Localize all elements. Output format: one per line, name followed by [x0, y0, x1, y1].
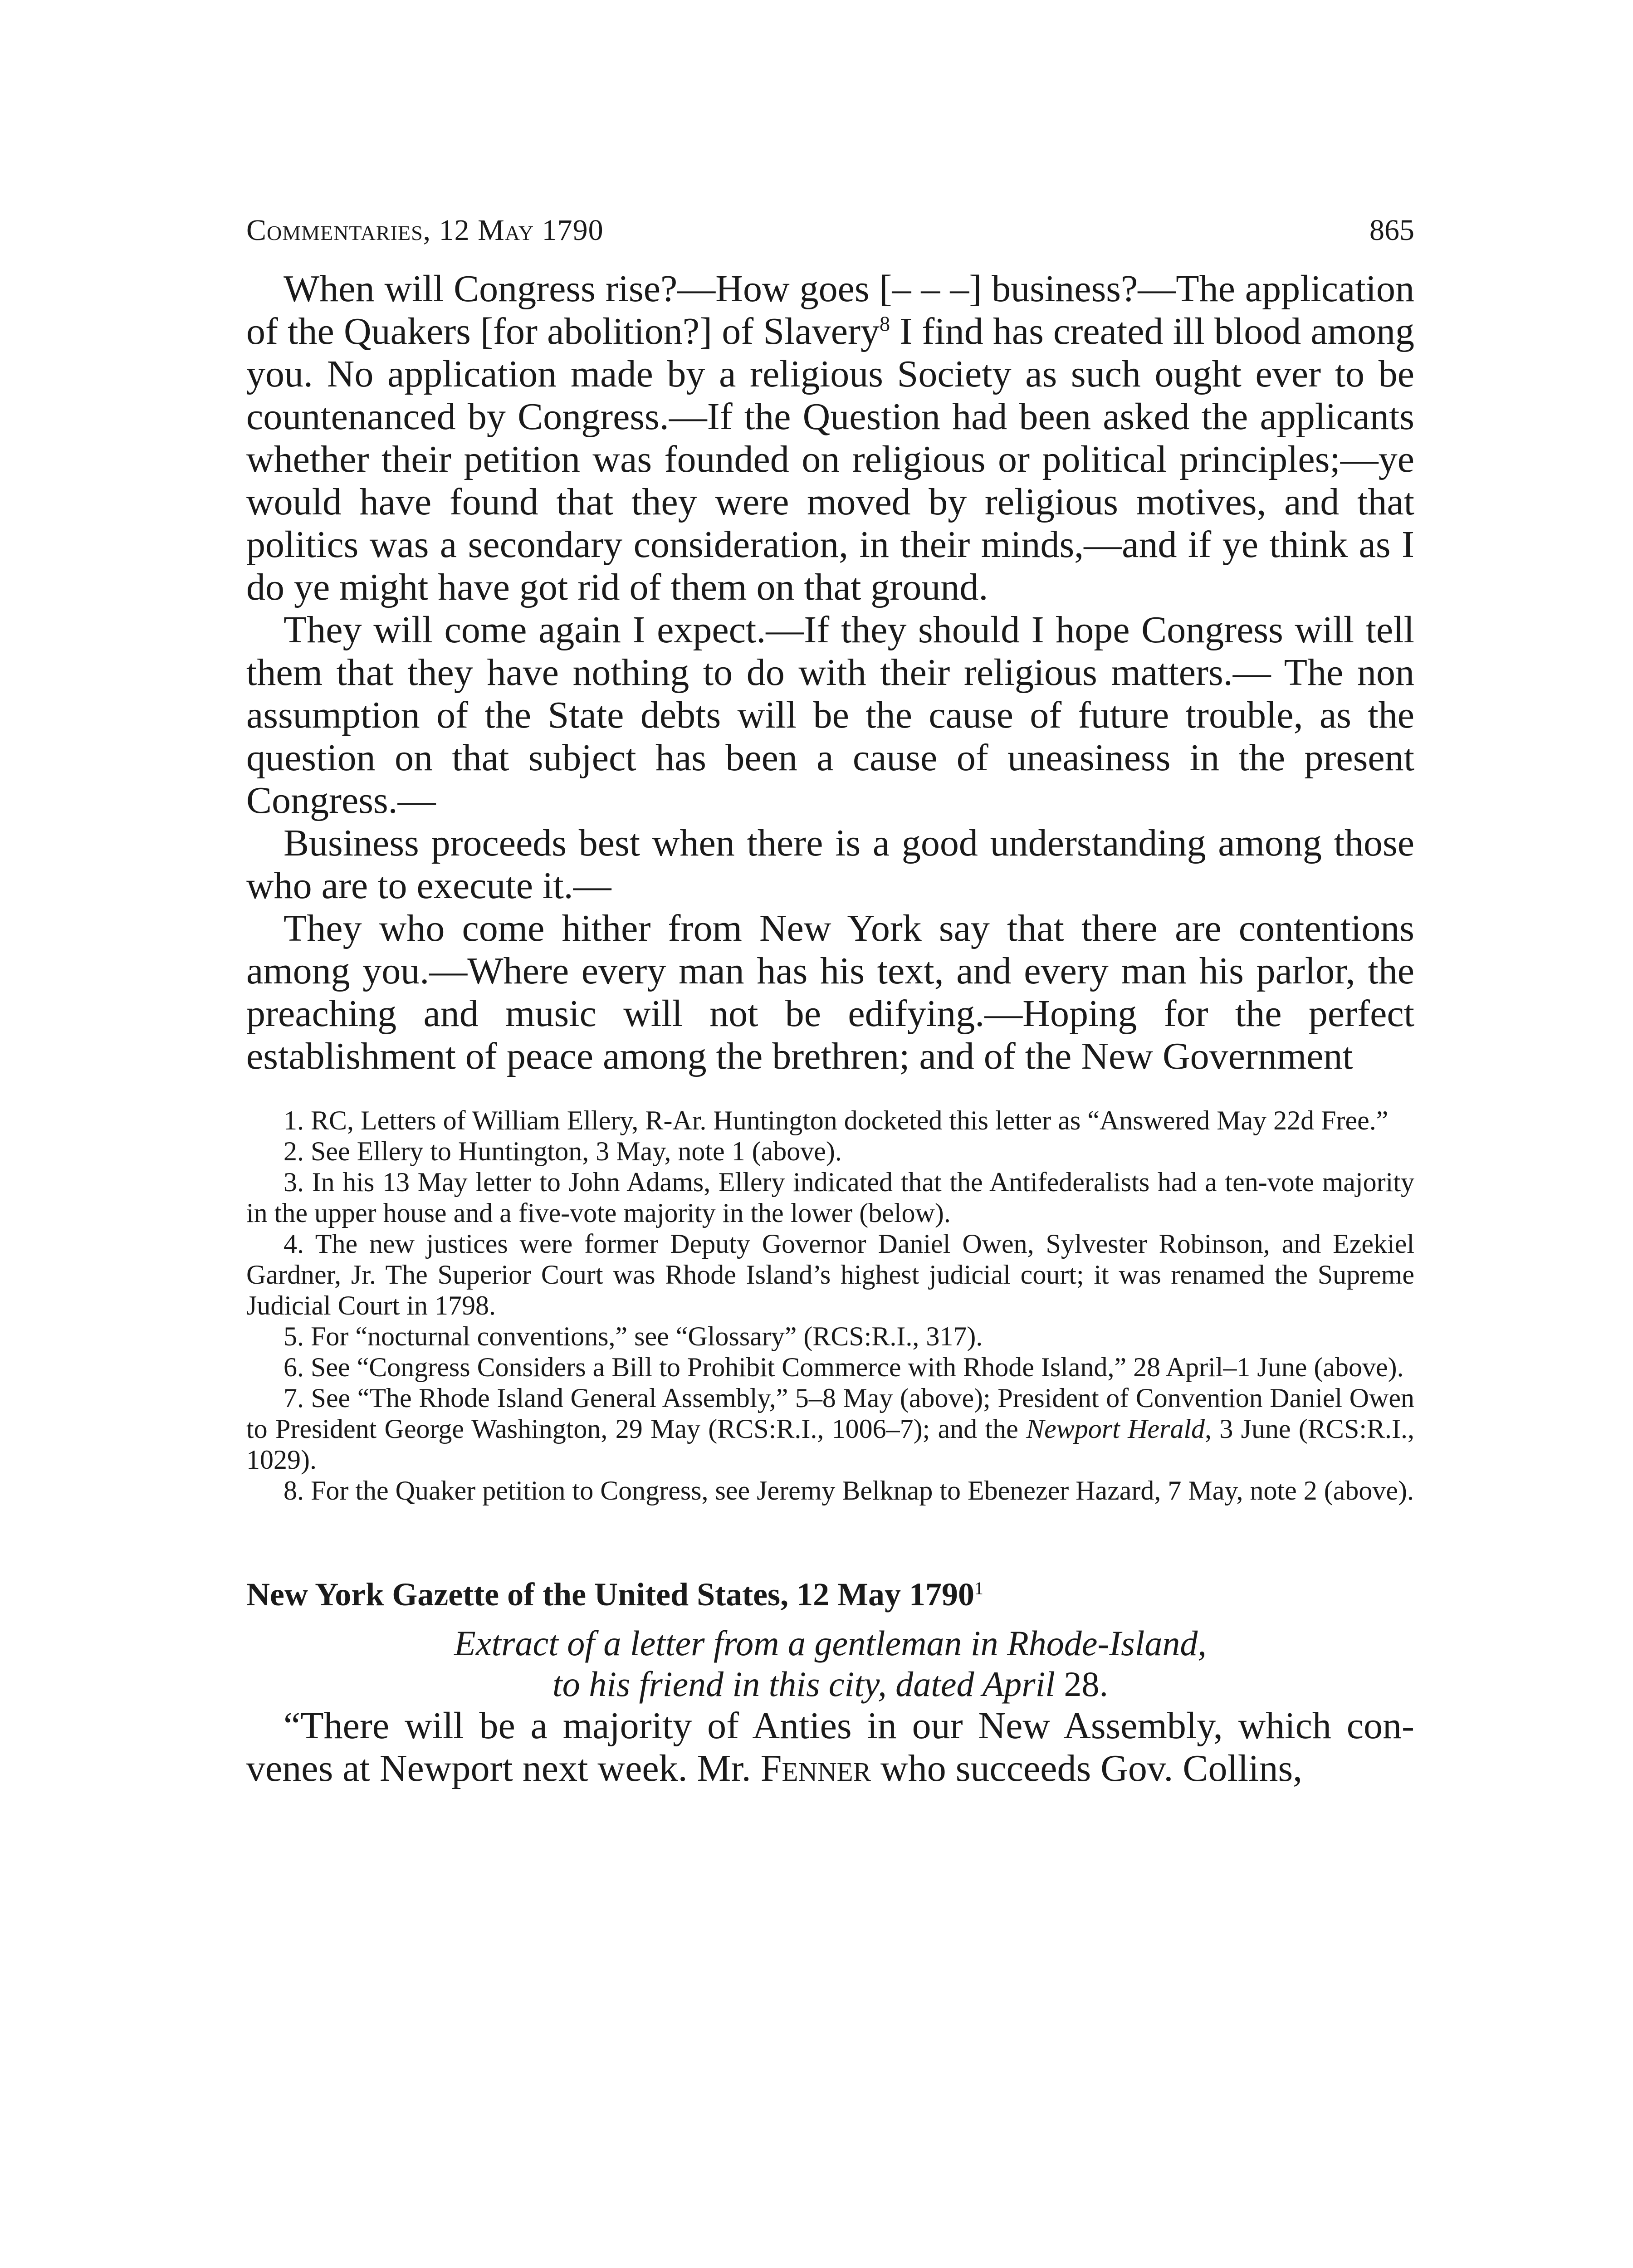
letter-paragraph: [246, 268, 1414, 609]
footnote-marker: 8: [879, 312, 890, 335]
letter-paragraph: Business proceeds best when there is a good understanding among those who are to execute it.—: [246, 822, 1414, 907]
footnote: 3. In his 13 May letter to John Adams, Ellery indicated that the Antifederalists had a ten-vote majority in the upper house and a five-vote majority in the lower (below).: [246, 1167, 1414, 1228]
footnote: 8. For the Quaker petition to Congress, see Jeremy Belknap to Ebenezer Hazard, 7 May, note 2 (above).: [284, 1476, 1414, 1505]
letter-paragraph: They who come hither from New York say that there are contentions among you.—Where every man has his text, and every man his parlor, the preaching and music will not be edifying.—Hoping for the perfect establishment of peace among the brethren; and of the New Government: [246, 907, 1414, 1077]
letter-paragraph-text: I find has created ill blood among you. No application made by a religious Society as such ought ever to be countenanced by Congress.—If the Question had been asked the applicants whether their petition was founded on religious or political principles;—ye would have found that they were moved by religious motives, and that politics was a secondary consideration, in their minds,—and if ye think as I do ye might have got rid of them on that ground.: [246, 310, 1415, 608]
footnote: 6. See “Congress Considers a Bill to Prohibit Commerce with Rhode Island,” 28 April–1 June (above).: [284, 1352, 1404, 1382]
footnote-marker: 1: [974, 1578, 983, 1598]
running-header: [246, 213, 1414, 268]
quoted-letter: [246, 1705, 1414, 1790]
dateline-text: to his friend in this city, dated April: [552, 1664, 1064, 1704]
footnote: 1. RC, Letters of William Ellery, R-Ar. Huntington docketed this letter as “Answered May 22d Free.”: [284, 1105, 1389, 1135]
newspaper-title: Newport Herald: [1026, 1414, 1205, 1444]
letter-paragraph-text: When will Congress rise?—How goes [– – –] business?—The application of the Quakers [for abolition?] of Slavery: [246, 268, 1414, 352]
quoted-paragraph: [246, 1705, 1414, 1790]
dateline-date: 28.: [1064, 1664, 1108, 1704]
letter-body: [246, 268, 1414, 1078]
quoted-text: who succeeds Gov. Collins,: [871, 1747, 1303, 1789]
footnote: 5. For “nocturnal conventions,” see “Glossary” (RCS:R.I., 317).: [284, 1321, 983, 1351]
footnote: 2. See Ellery to Huntington, 3 May, note 1 (above).: [284, 1136, 842, 1166]
footnote: [246, 1383, 1414, 1475]
footnote-text: 7. See “The Rhode Island General Assembly,” 5–8 May (above); President of Convention Daniel Owen to President George Washington, 29 May (RCS:R.I., 1006–7); and the: [246, 1383, 1414, 1444]
section-heading: [246, 1574, 1414, 1615]
footnote: 4. The new justices were former Deputy Governor Daniel Owen, Sylvester Robinson, and Ezekiel Gardner, Jr. The Superior Court was Rhode Island’s highest judicial court; it was renamed the Supreme Judicial Court in 1798.: [246, 1229, 1414, 1320]
person-name: Fenner: [760, 1747, 871, 1789]
section-heading-text: New York Gazette of the United States, 12 May 1790: [246, 1576, 975, 1613]
dateline-line: [246, 1664, 1414, 1705]
page-number: 865: [1369, 214, 1414, 247]
letter-paragraph: They will come again I expect.—If they should I hope Congress will tell them that they have nothing to do with their religious matters.— The non assumption of the State debts will be the cause of future trouble, as the question on that subject has been a cause of uneasiness in the present Congress.—: [246, 609, 1414, 821]
document-page: [246, 213, 1414, 1790]
dateline-line: Extract of a letter from a gentleman in Rhode-Island,: [454, 1623, 1207, 1663]
footnote-text: , 3 June (RCS:R.I., 1029).: [246, 1414, 1414, 1475]
running-title: Commentaries, 12 May 1790: [246, 214, 604, 247]
dateline: [246, 1623, 1414, 1705]
quoted-text: “There will be a majority of Anties in our New Assembly, which convenes at Newport next week. Mr.: [246, 1705, 1414, 1789]
footnotes: [246, 1105, 1414, 1506]
